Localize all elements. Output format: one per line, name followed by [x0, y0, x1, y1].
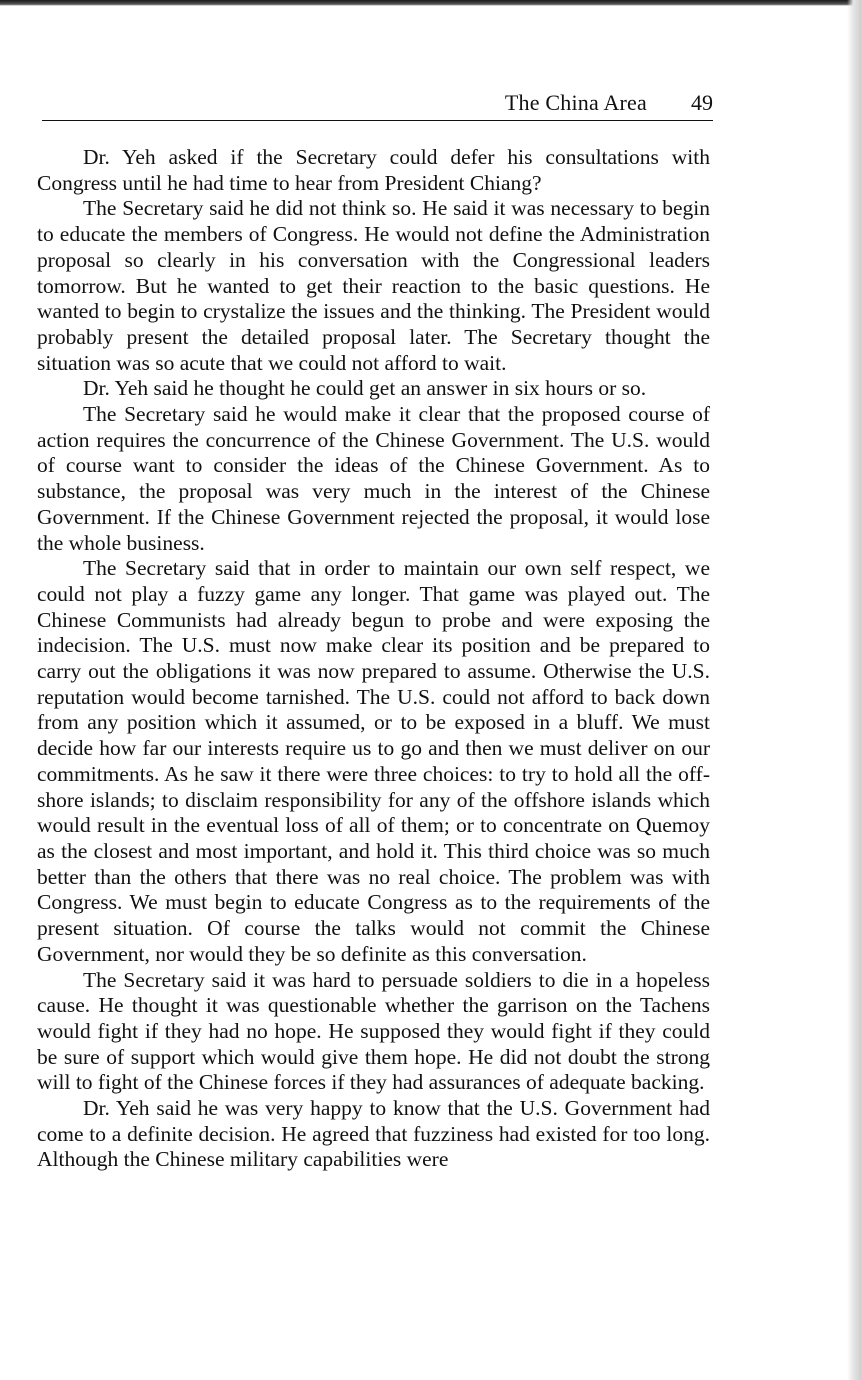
paragraph: The Secretary said that in order to maintain our own self respect, we could not play a fuzzy game any longer. That game was played out. The Chinese Communists had already begun to probe and were exposing the indecision. The U.S. must now make clear its position and be prepared to carry out the obligations it was now prepared to assume. Otherwise the U.S. reputation would become tarnished. The U.S. could not afford to back down from any position which it assumed, or to be exposed in a bluff. We must decide how far our interests require us to go and then we must deliver on our commitments. As he saw it there were three choices: to try to hold all the off-shore islands; to disclaim responsibility for any of the offshore islands which would result in the eventual loss of all of them; or to concentrate on Quemoy as the closest and most important, and hold it. This third choice was so much better than the others that there was no real choice. The problem was with Congress. We must begin to educate Congress as to the requirements of the present situation. Of course the talks would not commit the Chinese Government, nor would they be so definite as this conversation.	[37, 556, 710, 966]
paragraph: Dr. Yeh asked if the Secretary could defer his consultations with Congress until he had time to hear from President Chiang?	[37, 145, 710, 195]
paragraph: Dr. Yeh said he was very happy to know that the U.S. Government had come to a definite decision. He agreed that fuzziness had existed for too long. Although the Chinese military capabilities were	[37, 1096, 710, 1172]
running-title: The China Area	[504, 90, 647, 115]
paragraph: The Secretary said he did not think so. He said it was necessary to begin to educate the members of Congress. He would not define the Administration proposal so clearly in his conversation with the Congressional leaders tomorrow. But he wanted to get their reaction to the basic questions. He wanted to begin to crystalize the issues and the thinking. The President would probably present the detailed proposal later. The Secretary thought the situation was so acute that we could not afford to wait.	[37, 196, 710, 375]
page-right-edge-shadow	[847, 0, 861, 1380]
paragraph: Dr. Yeh said he thought he could get an answer in six hours or so.	[83, 376, 647, 401]
paragraph: The Secretary said it was hard to persuade soldiers to die in a hopeless cause. He thought it was questionable whether the garrison on the Tachens would fight if they had no hope. He supposed they would fight if they could be sure of support which would give them hope. He did not doubt the strong will to fight of the Chinese forces if they had assurances of adequate backing.	[37, 967, 710, 1095]
paragraph: The Secretary said he would make it clear that the proposed course of action requires the concurrence of the Chinese Government. The U.S. would of course want to consider the ideas of the Chinese Government. As to substance, the proposal was very much in the interest of the Chinese Government. If the Chinese Government rejected the proposal, it would lose the whole business.	[37, 402, 710, 555]
page-number: 49	[691, 90, 713, 115]
running-header	[42, 88, 713, 121]
body-text	[37, 145, 710, 1173]
page-top-edge-shadow	[0, 0, 861, 6]
